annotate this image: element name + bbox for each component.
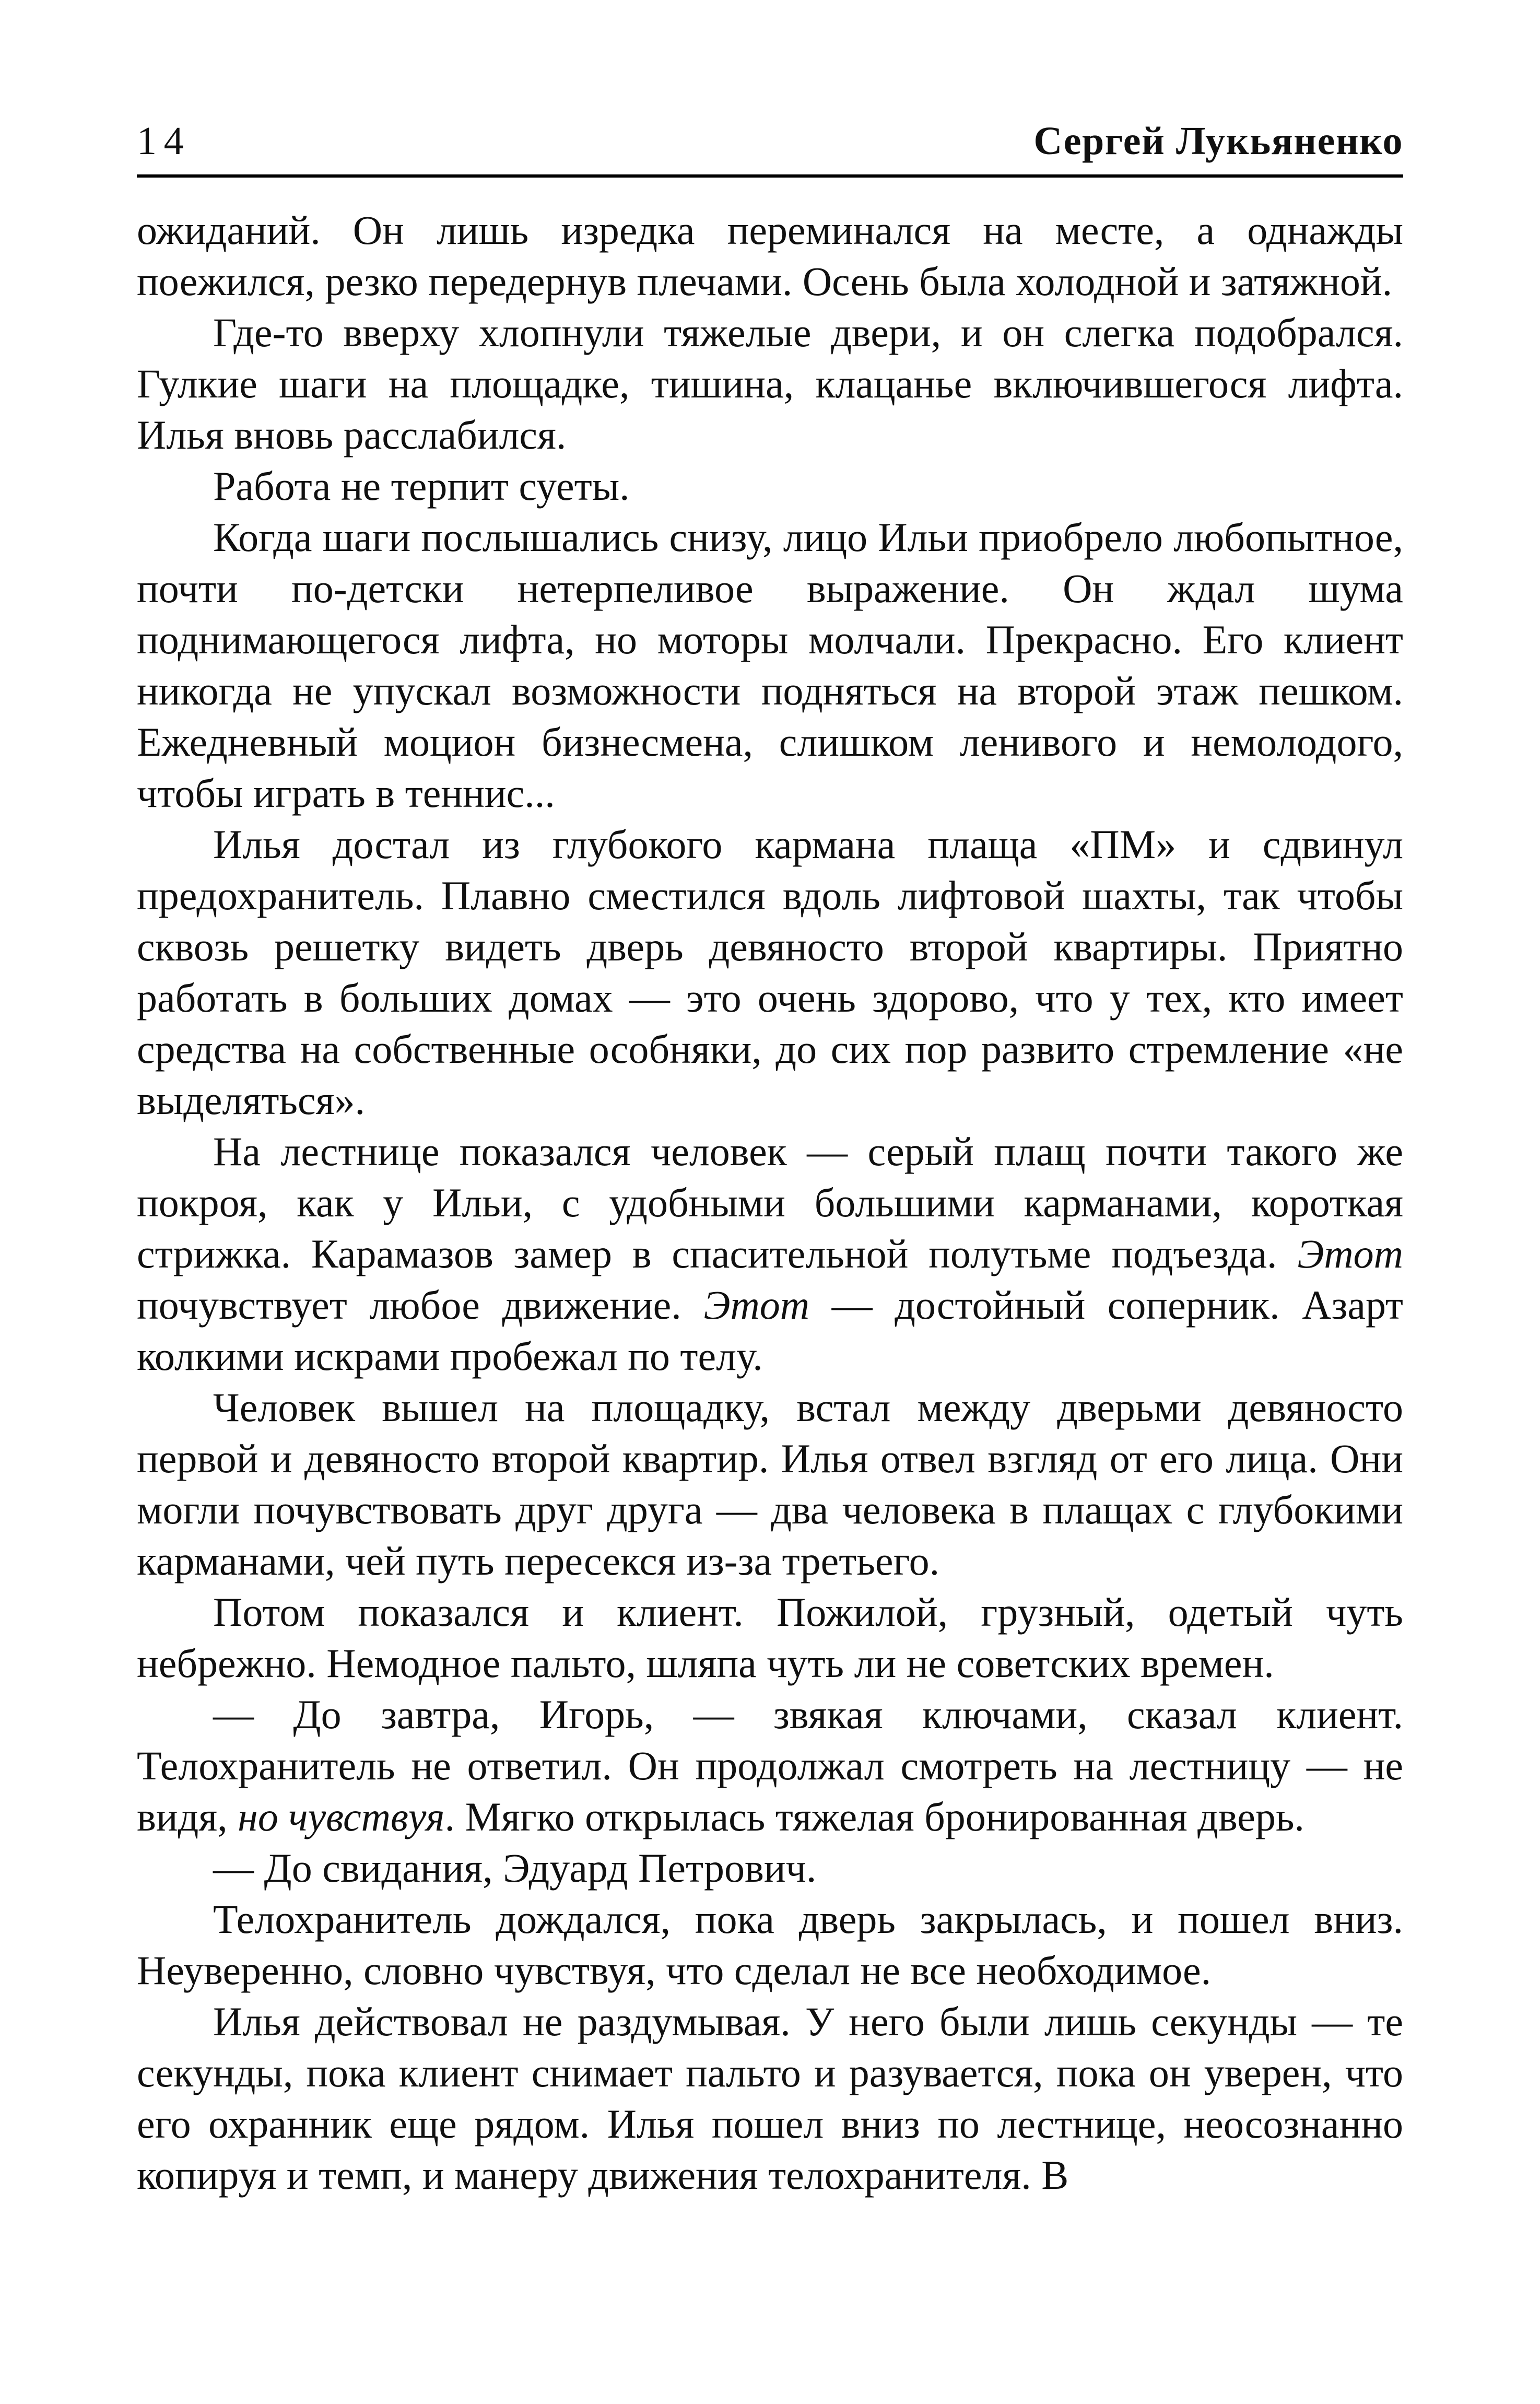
- paragraph: [137, 512, 1403, 819]
- text-run: ожиданий. Он лишь изредка переминался на месте, а однажды поежился, резко передернув плечами. Осень была холодной и затяжной.: [137, 207, 1403, 304]
- header-rule: [137, 174, 1403, 178]
- text-run: Илья достал из глубокого кармана плаща «ПМ» и сдвинул предохранитель. Плавно сместился вдоль лифтовой шахты, так чтобы сквозь решетку видеть дверь девяносто второй квартиры. Приятно работать в больших домах — это очень здорово, что у тех, кто имеет средства на собственные особняки, до сих пор развито стремление «не выделяться».: [137, 822, 1403, 1123]
- text-run: Илья действовал не раздумывая. У него были лишь секунды — те секунды, пока клиент снимает пальто и разувается, пока он уверен, что его охранник еще рядом. Илья пошел вниз по лестнице, неосознанно копируя и темп, и манеру движения телохранителя. В: [137, 1999, 1403, 2198]
- paragraph: [137, 1126, 1403, 1382]
- text-run: Когда шаги послышались снизу, лицо Ильи приобрело любопытное, почти по-детски нетерпеливое выражение. Он ждал шума поднимающегося лифта, но моторы молчали. Прекрасно. Его клиент никогда не упускал возможности подняться на второй этаж пешком. Ежедневный моцион бизнесмена, слишком ленивого и немолодого, чтобы играть в теннис...: [137, 514, 1403, 816]
- paragraph: [137, 1843, 1403, 1894]
- paragraph: [137, 1382, 1403, 1587]
- text-run: — До завтра, Игорь, — звякая ключами, сказал клиент. Телохранитель не ответил. Он продолжал смотреть на лестницу — не видя,: [137, 1692, 1403, 1839]
- paragraph: [137, 1587, 1403, 1689]
- text-run: Работа не терпит суеты.: [213, 463, 630, 509]
- text-run: Где-то вверху хлопнули тяжелые двери, и он слегка подобрался. Гулкие шаги на площадке, тишина, клацанье включившегося лифта. Илья вновь расслабился.: [137, 310, 1403, 458]
- paragraph: [137, 307, 1403, 461]
- paragraph: [137, 819, 1403, 1126]
- page-body: [137, 205, 1403, 2201]
- text-run: — достойный соперник. Азарт колкими искрами пробежал по телу.: [137, 1282, 1403, 1379]
- italic-text-run: Этот: [703, 1282, 810, 1328]
- page-number: 14: [137, 119, 191, 163]
- page-header: [137, 121, 1403, 161]
- text-run: На лестнице показался человек — серый плащ почти такого же покроя, как у Ильи, с удобными большими карманами, короткая стрижка. Карамазов замер в спасительной полутьме подъезда.: [137, 1129, 1403, 1276]
- italic-text-run: но чувствуя: [238, 1794, 445, 1839]
- italic-text-run: Этот: [1297, 1231, 1403, 1276]
- paragraph: [137, 461, 1403, 512]
- paragraph: [137, 1689, 1403, 1843]
- paragraph: [137, 205, 1403, 307]
- text-run: Потом показался и клиент. Пожилой, грузный, одетый чуть небрежно. Немодное пальто, шляпа чуть ли не советских времен.: [137, 1589, 1403, 1686]
- paragraph: [137, 1894, 1403, 1996]
- author-name: Сергей Лукьяненко: [1033, 119, 1403, 163]
- text-run: — До свидания, Эдуард Петрович.: [213, 1845, 817, 1891]
- text-run: Телохранитель дождался, пока дверь закрылась, и пошел вниз. Неуверенно, словно чувствуя, что сделал не все необходимое.: [137, 1896, 1403, 1993]
- paragraph: [137, 1996, 1403, 2201]
- text-run: Человек вышел на площадку, встал между дверьми девяносто первой и девяносто второй квартир. Илья отвел взгляд от его лица. Они могли почувствовать друг друга — два человека в плащах с глубокими карманами, чей путь пересекся из-за третьего.: [137, 1385, 1403, 1584]
- text-run: почувствует любое движение.: [137, 1282, 704, 1328]
- text-run: . Мягко открылась тяжелая бронированная дверь.: [444, 1794, 1304, 1839]
